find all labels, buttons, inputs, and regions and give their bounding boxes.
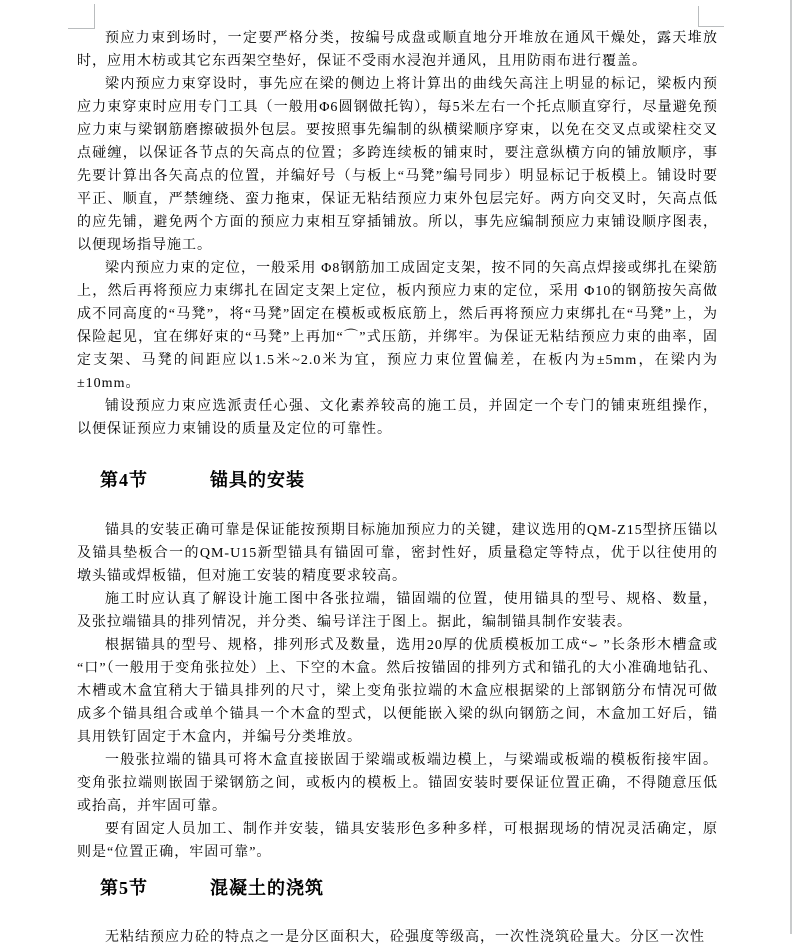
section-title: 混凝土的浇筑 [210,878,324,898]
section-heading-4 [100,468,718,492]
paragraph: 梁内预应力束穿设时，事先应在梁的侧边上将计算出的曲线矢高注上明显的标记，梁板内预应力束穿束时应用专门工具（一般用Φ6圆钢做托钩），每5米左右一个托点顺直穿行，尽量避免预应力束与梁钢筋磨擦破损外包层。要按照事先编制的纵横梁顺序穿束，以免在交叉点或梁柱交叉点碰缠，以保证各节点的矢高点的位置；多跨连续板的铺束时，要注意纵横方向的铺放顺序，事先要计算出各矢高点的位置，并编好号（与板上“马凳”编号同步）明显标记于板模上。铺设时要平正、顺直，严禁缠绕、蛮力拖束，保证无粘结预应力束外包层完好。两方向交叉时，矢高点低的应先铺，避免两个方面的预应力束相互穿插铺放。所以，事先应编制预应力束铺设顺序图表，以便现场指导施工。 [77,77,718,253]
section-number: 第5节 [100,878,148,898]
section-number: 第4节 [100,470,148,490]
crop-mark-top-right [698,6,724,27]
section-heading-5 [100,876,718,900]
paragraph: 预应力束到场时，一定要严格分类，按编号成盘或顺直地分开堆放在通风干燥处，露天堆放时，应用木枋或其它东西架空垫好，保证不受雨水浸泡并通风，且用防雨布进行覆盖。 [77,31,718,69]
paragraph: 一般张拉端的锚具可将木盒直接嵌固于梁端或板端边模上，与梁端或板端的模板衔接牢固。变角张拉端则嵌固于梁钢筋之间，或板内的模板上。锚固安装时要保证位置正确，不得随意压低或抬高，并牢固可靠。 [77,753,718,814]
document-body [77,27,718,949]
paragraph: 要有固定人员加工、制作并安装，锚具安装形色多种多样，可根据现场的情况灵活确定，原则是“位置正确，牢固可靠”。 [77,822,718,860]
paragraph: 根据锚具的型号、规格，排列形式及数量，选用20厚的优质模板加工成“⌣ ”长条形木槽盒或“口”（一般用于变角张拉处）上、下空的木盒。然后按锚固的排列方式和锚孔的大小准确地钻孔、木槽或木盒宜稍大于锚具排列的尺寸，梁上变角张拉端的木盒应根据梁的上部钢筋分布情况可做成多个锚具组合或单个锚具一个木盒的型式，以便能嵌入梁的纵向钢筋之间，木盒加工好后，锚具用铁钉固定于木盒内，并编号分类堆放。 [77,638,718,745]
section-title: 锚具的安装 [210,470,305,490]
crop-mark-top-left [68,4,95,29]
paragraph: 梁内预应力束的定位，一般采用 Φ8钢筋加工成固定支架，按不同的矢高点焊接或绑扎在梁筋上，然后再将预应力束绑扎在固定支架上定位，板内预应力束的定位，采用 Φ10的钢筋按矢高做成不同高度的“马凳”，将“马凳”固定在模板或板底筋上，然后再将预应力束绑扎在“马凳”上，为保险起见，宜在绑好束的“马凳”上再加“⌒”式压筋，并绑牢。为保证无粘结预应力束的曲率，固定支架、马凳的间距应以1.5米~2.0米为宜，预应力束位置偏差，在板内为±5mm，在梁内为±10mm。 [77,261,718,391]
paragraph: 铺设预应力束应选派责任心强、文化素养较高的施工员，并固定一个专门的铺束班组操作，以便保证预应力束铺设的质量及定位的可靠性。 [77,399,718,437]
paragraph: 施工时应认真了解设计施工图中各张拉端，锚固端的位置，使用锚具的型号、规格、数量，及张拉端锚具的排列情况，并分类、编号详注于图上。据此，编制锚具制作安装表。 [77,592,718,630]
page-edge-line [790,0,792,934]
paragraph: 无粘结预应力砼的特点之一是分区面积大，砼强度等级高，一次性浇筑砼量大。分区一次性 [105,930,705,945]
paragraph: 锚具的安装正确可靠是保证能按预期目标施加预应力的关键，建议选用的QM-Z15型挤压锚以及锚具垫板合一的QM-U15新型锚具有锚固可靠，密封性好，质量稳定等特点，优于以往使用的墩头锚或焊板锚，但对施工安装的精度要求较高。 [77,523,718,584]
